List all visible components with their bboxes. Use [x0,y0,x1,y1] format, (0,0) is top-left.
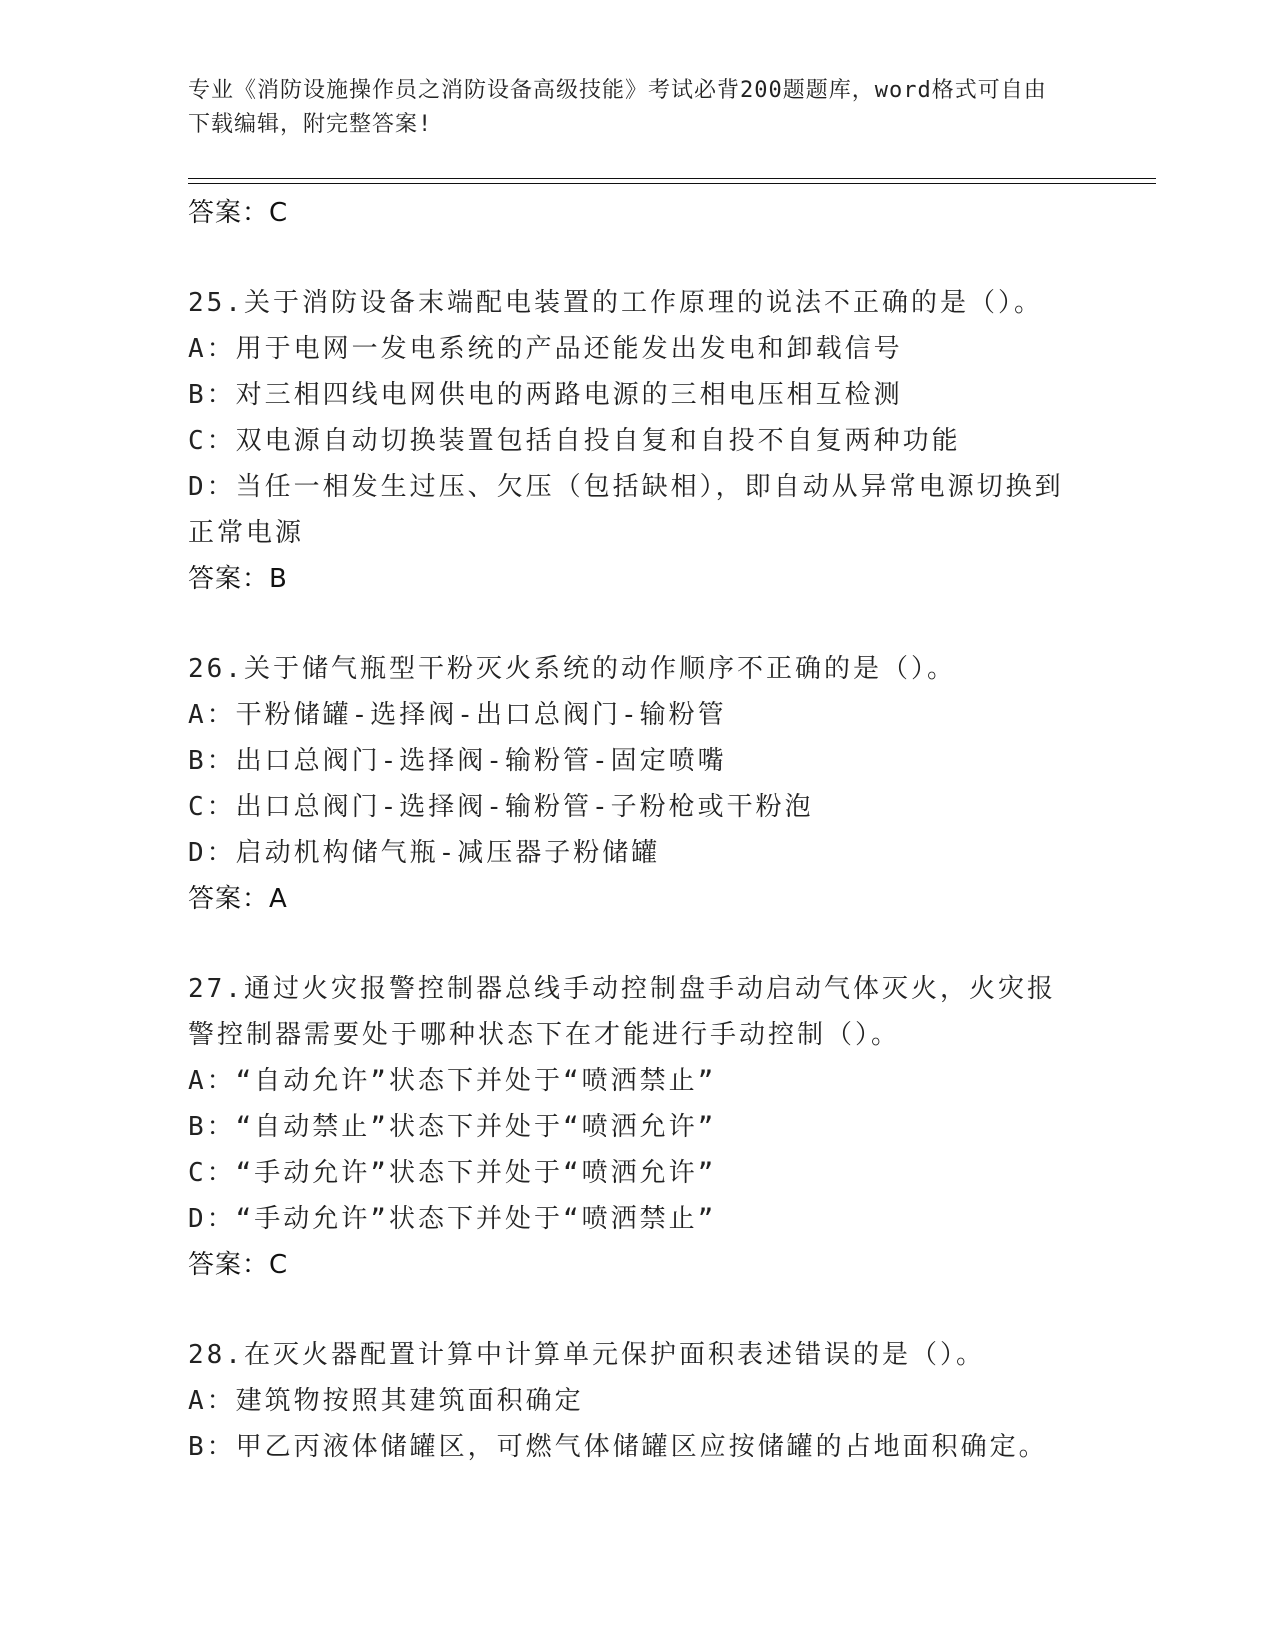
question-stem: 25.关于消防设备末端配电装置的工作原理的说法不正确的是（）。 [188,288,1043,318]
option-a: A：建筑物按照其建筑面积确定 [188,1386,584,1416]
option-a: A：干粉储罐-选择阀-出口总阀门-输粉管 [188,700,727,730]
option-d: D：启动机构储气瓶-减压器子粉储罐 [188,838,661,868]
question-stem: 28.在灭火器配置计算中计算单元保护面积表述错误的是（）。 [188,1340,985,1370]
option-c: C：出口总阀门-选择阀-输粉管-子粉枪或干粉泡 [188,792,814,822]
document-header: 专业《消防设施操作员之消防设备高级技能》考试必背200题题库，word格式可自由下载编辑，附完整答案! [188,78,1047,137]
option-c: C：双电源自动切换装置包括自投自复和自投不自复两种功能 [188,426,961,456]
question-block [188,966,1156,1288]
option-b: B：对三相四线电网供电的两路电源的三相电压相互检测 [188,380,903,410]
header-divider [188,178,1156,184]
question-stem: 26.关于储气瓶型干粉灭火系统的动作顺序不正确的是（）。 [188,654,956,684]
answer-line: 答案：B [188,564,288,594]
answer-line: 答案：A [188,884,288,914]
option-a: A：用于电网一发电系统的产品还能发出发电和卸载信号 [188,334,903,364]
option-b: B：甲乙丙液体储罐区，可燃气体储罐区应按储罐的占地面积确定。 [188,1432,1048,1462]
question-block [188,646,1156,922]
answer-line: 答案：C [188,198,289,228]
question-stem: 27.通过火灾报警控制器总线手动控制盘手动启动气体灭火，火灾报警控制器需要处于哪种状态下在才能进行手动控制（）。 [188,974,1056,1050]
option-c: C：“手动允许”状态下并处于“喷洒允许” [188,1158,717,1188]
question-block [188,280,1156,602]
option-d: D：当任一相发生过压、欠压（包括缺相），即自动从异常电源切换到正常电源 [188,472,1064,548]
option-b: B：“自动禁止”状态下并处于“喷洒允许” [188,1112,717,1142]
answer-line: 答案：C [188,1250,289,1280]
option-b: B：出口总阀门-选择阀-输粉管-固定喷嘴 [188,746,727,776]
document-page [188,74,1156,1470]
option-a: A：“自动允许”状态下并处于“喷洒禁止” [188,1066,717,1096]
option-d: D：“手动允许”状态下并处于“喷洒禁止” [188,1204,717,1234]
question-block [188,1332,1156,1470]
